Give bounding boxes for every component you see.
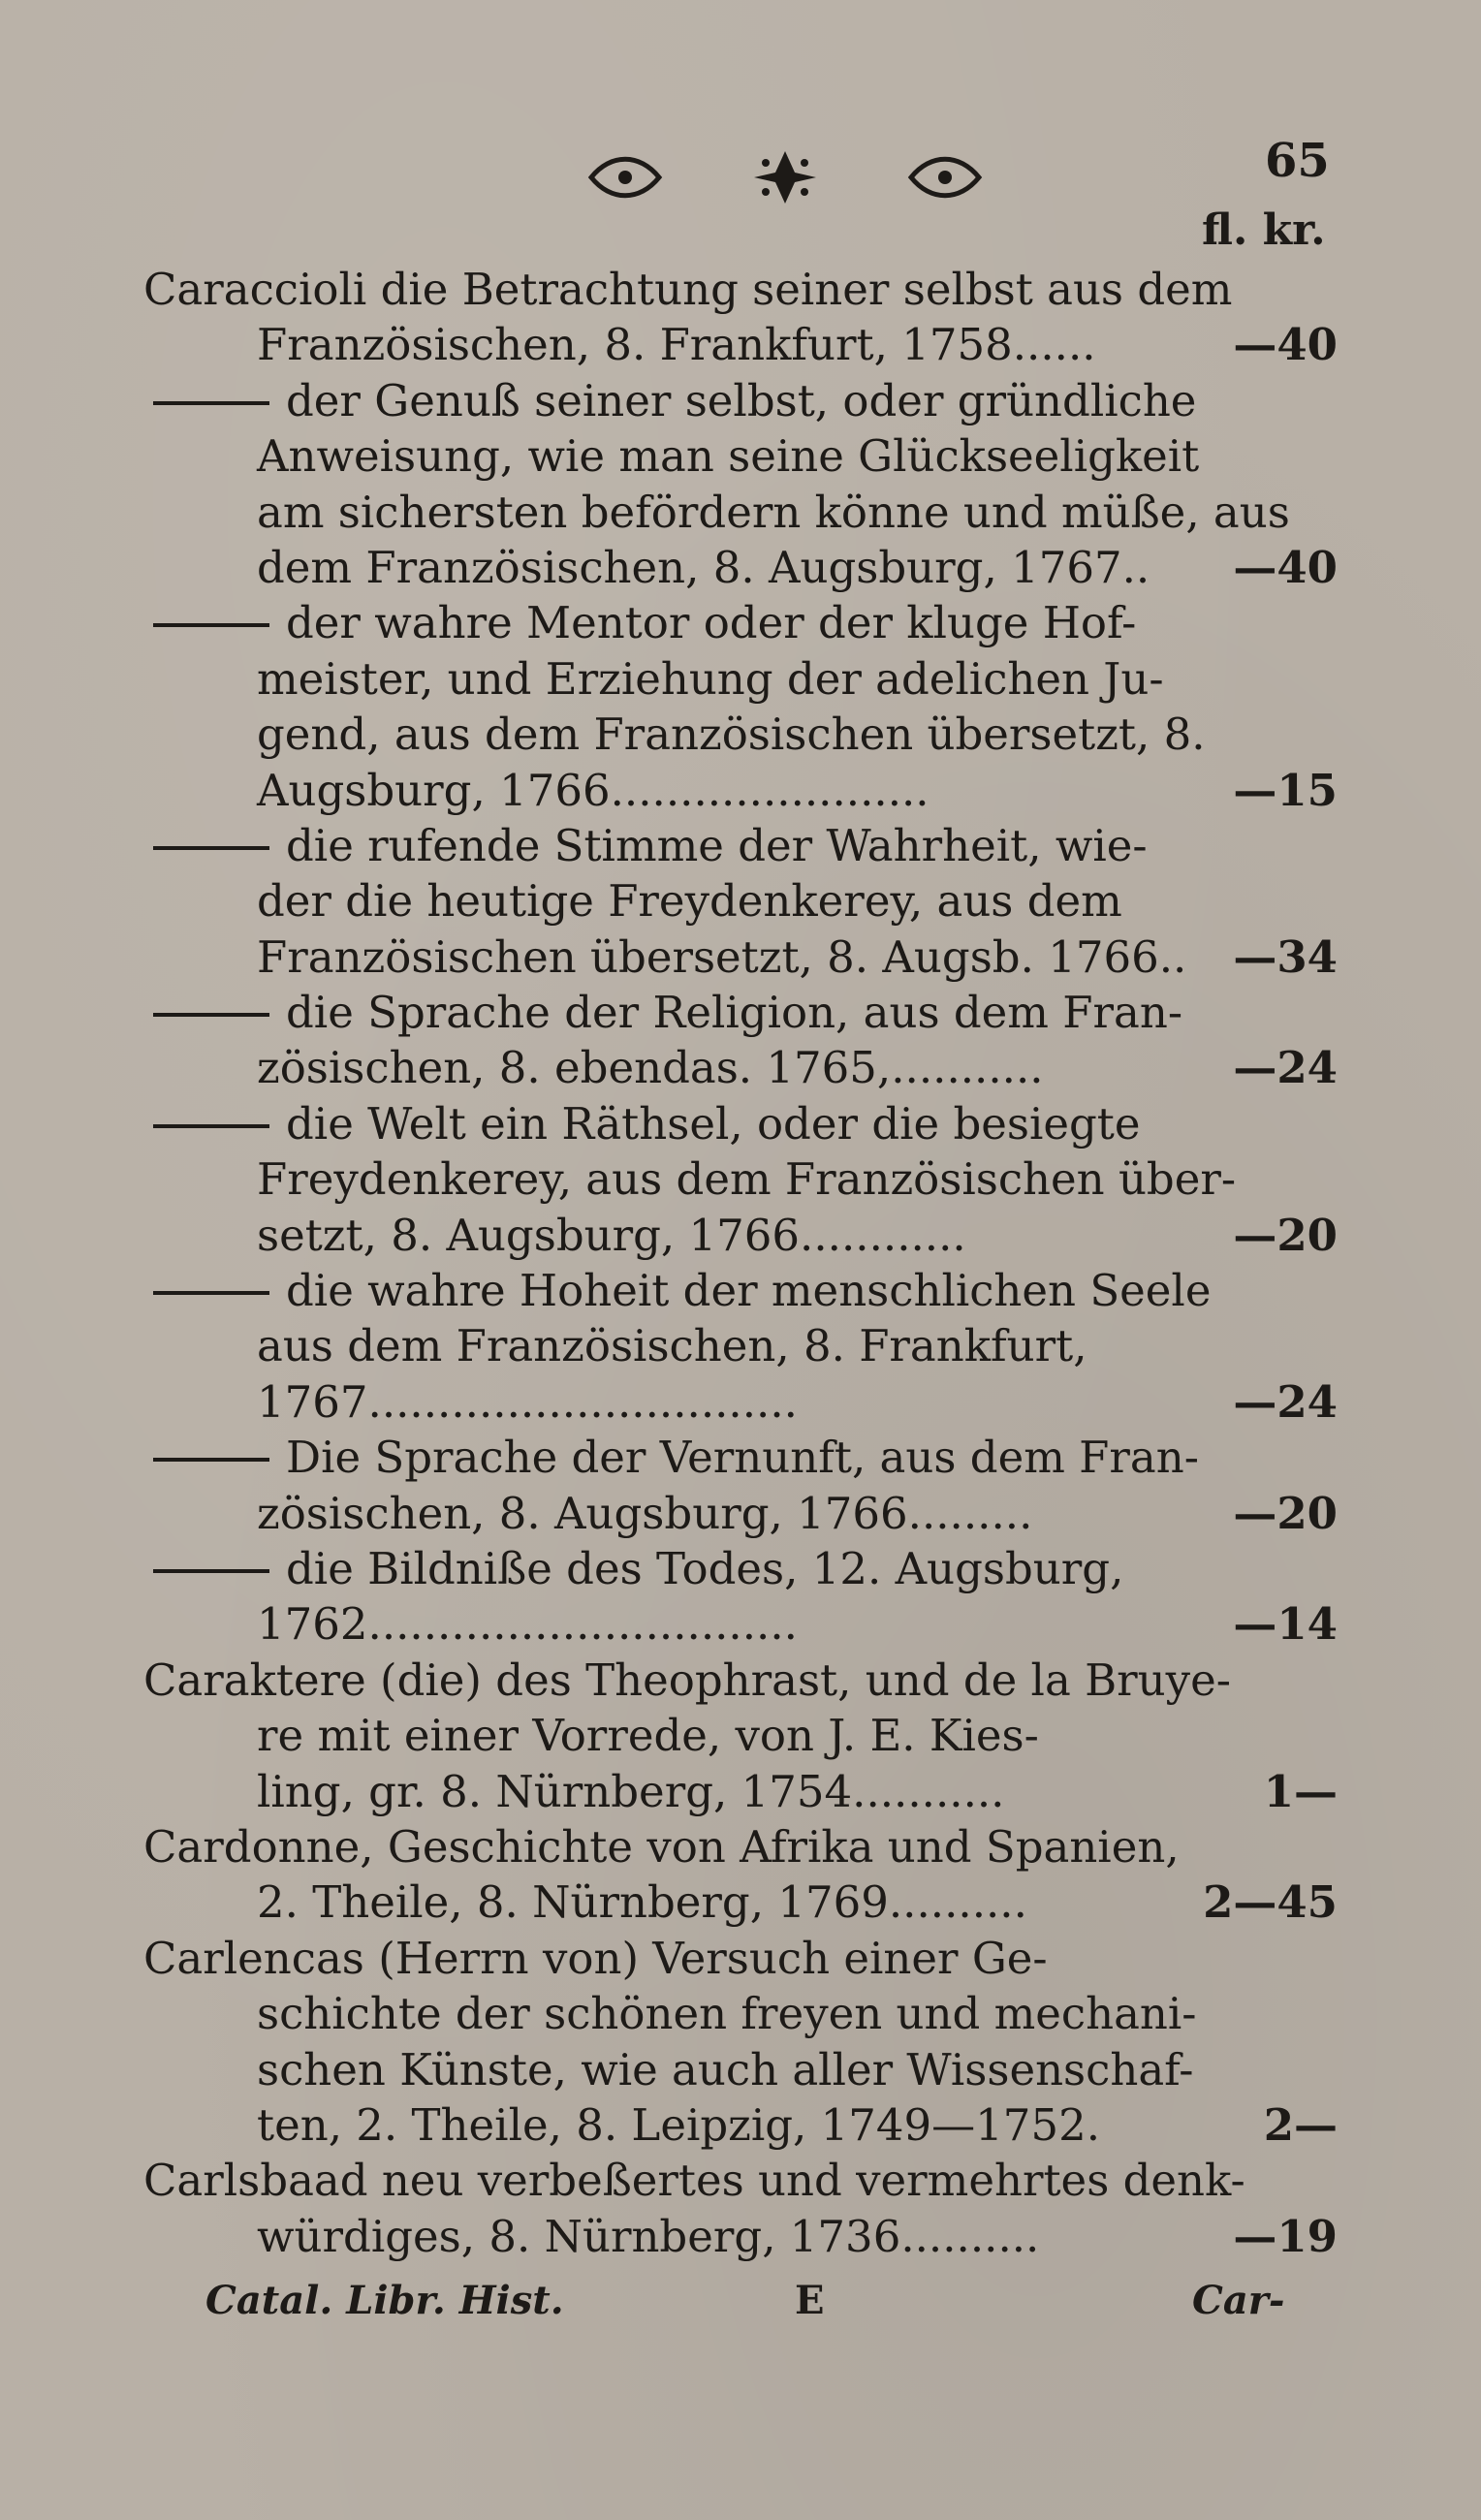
entry-text: zösischen, 8. Augsburg, 1766......... <box>257 1487 1033 1539</box>
entry-text: die Bildniße des Todes, 12. Augsburg, <box>286 1542 1124 1594</box>
catalog-line <box>0 1096 1481 1151</box>
entry-price: —24 <box>1233 1375 1338 1428</box>
catalog-line <box>0 2042 1481 2097</box>
entry-text: Cardonne, Geschichte von Afrika und Spanien, <box>143 1820 1180 1873</box>
entry-text: Anweisung, wie man seine Glückseeligkeit <box>257 430 1200 483</box>
entry-text: ten, 2. Theile, 8. Leipzig, 1749—1752. <box>257 2098 1101 2151</box>
entry-text: meister, und Erziehung der adelichen Ju- <box>257 652 1164 705</box>
entry-price: —20 <box>1233 1487 1338 1539</box>
catalog-entries <box>0 262 1481 2264</box>
entry-text: 1762............................... <box>257 1598 798 1651</box>
catalog-line <box>0 595 1481 650</box>
ditto-dash <box>153 1124 269 1128</box>
catalog-line <box>0 373 1481 428</box>
catalog-line <box>0 1874 1481 1930</box>
catalog-line <box>0 1430 1481 1485</box>
catalog-line <box>0 1318 1481 1373</box>
entry-text: Freydenkerey, aus dem Französischen über- <box>257 1153 1237 1206</box>
catalog-line <box>0 1541 1481 1596</box>
catalog-line <box>0 540 1481 595</box>
catalog-line <box>0 707 1481 762</box>
entry-text: die Welt ein Räthsel, oder die besiegte <box>286 1097 1141 1150</box>
entry-text: re mit einer Vorrede, von J. E. Kies- <box>257 1710 1039 1762</box>
entry-text: Carlsbaad neu verbeßertes und vermehrtes denk- <box>143 2155 1245 2207</box>
ditto-dash <box>153 1291 269 1295</box>
entry-text: der die heutige Freydenkerey, aus dem <box>257 875 1122 928</box>
entry-text: schen Künste, wie auch aller Wissenschaf- <box>257 2043 1194 2095</box>
catalog-line <box>0 818 1481 873</box>
signature-left: Catal. Libr. Hist. <box>205 2278 564 2323</box>
catalog-line <box>0 1374 1481 1430</box>
catchword: Car- <box>1192 2278 1285 2323</box>
ditto-dash <box>153 401 269 405</box>
catalog-line <box>0 1819 1481 1874</box>
catalog-line <box>0 428 1481 484</box>
entry-text: die wahre Hoheit der menschlichen Seele <box>286 1265 1212 1317</box>
entry-text: Französischen übersetzt, 8. Augsb. 1766.. <box>257 930 1187 983</box>
catalog-line <box>0 1151 1481 1207</box>
ditto-dash <box>153 1569 269 1573</box>
entry-text: 2. Theile, 8. Nürnberg, 1769.......... <box>257 1876 1027 1929</box>
entry-text: Caraccioli die Betrachtung seiner selbst aus dem <box>143 264 1233 315</box>
catalog-line <box>0 985 1481 1040</box>
catalog-line <box>0 1208 1481 1263</box>
entry-text: zösischen, 8. ebendas. 1765,........... <box>257 1042 1044 1094</box>
catalog-line <box>0 763 1481 818</box>
ditto-dash <box>153 623 269 627</box>
entry-text: der Genuß seiner selbst, oder gründliche <box>286 374 1197 426</box>
catalog-line <box>0 1263 1481 1318</box>
entry-price: —24 <box>1233 1042 1338 1094</box>
entry-text: dem Französischen, 8. Augsburg, 1767.. <box>257 541 1150 593</box>
catalog-line <box>0 929 1481 985</box>
entry-text: aus dem Französischen, 8. Frankfurt, <box>257 1320 1087 1372</box>
catalog-line <box>0 1931 1481 1986</box>
catalog-line <box>0 1764 1481 1819</box>
catalog-line <box>0 2153 1481 2208</box>
entry-price: —14 <box>1233 1598 1338 1651</box>
catalog-line <box>0 1596 1481 1652</box>
entry-price: —40 <box>1233 319 1338 371</box>
entry-text: ling, gr. 8. Nürnberg, 1754........... <box>257 1765 1005 1817</box>
entry-text: gend, aus dem Französischen übersetzt, 8. <box>257 709 1206 761</box>
entry-price: 2—45 <box>1203 1876 1338 1929</box>
catalog-line <box>0 651 1481 707</box>
entry-text: Französischen, 8. Frankfurt, 1758...... <box>257 319 1096 371</box>
catalog-line <box>0 2097 1481 2153</box>
catalog-line <box>0 485 1481 540</box>
entry-text: der wahre Mentor oder der kluge Hof- <box>286 597 1137 649</box>
entry-price: 1— <box>1263 1765 1338 1817</box>
entry-price: 2— <box>1263 2098 1338 2151</box>
entry-text: am sichersten befördern könne und müße, aus <box>257 486 1290 538</box>
entry-text: 1767............................... <box>257 1375 798 1428</box>
signature-mark: E <box>795 2278 825 2323</box>
catalog-line <box>0 1653 1481 1708</box>
entry-price: —40 <box>1233 541 1338 593</box>
catalog-line <box>0 317 1481 372</box>
catalog-line <box>0 873 1481 929</box>
entry-text: Augsburg, 1766....................... <box>257 764 930 816</box>
catalog-line <box>0 1986 1481 2041</box>
catalog-line <box>0 2209 1481 2264</box>
ditto-dash <box>153 1013 269 1017</box>
page-footer <box>0 2278 1481 2336</box>
entry-text: setzt, 8. Augsburg, 1766............ <box>257 1209 966 1261</box>
page-number: 65 <box>1265 134 1330 188</box>
ditto-dash <box>153 1458 269 1462</box>
currency-header: fl. kr. <box>1202 205 1326 255</box>
entry-price: —19 <box>1233 2210 1338 2262</box>
catalog-line <box>0 262 1481 317</box>
catalog-line <box>0 1040 1481 1095</box>
entry-price: —34 <box>1233 930 1338 983</box>
entry-text: die rufende Stimme der Wahrheit, wie- <box>286 819 1148 871</box>
entry-text: Carlencas (Herrn von) Versuch einer Ge- <box>143 1932 1048 1984</box>
catalog-line <box>0 1708 1481 1763</box>
entry-price: —15 <box>1233 764 1338 816</box>
entry-text: schichte der schönen freyen und mechani- <box>257 1988 1197 2040</box>
entry-price: —20 <box>1233 1209 1338 1261</box>
entry-text: würdiges, 8. Nürnberg, 1736.......... <box>257 2210 1040 2262</box>
entry-text: Caraktere (die) des Theophrast, und de la Bruye- <box>143 1654 1231 1706</box>
ditto-dash <box>153 846 269 850</box>
entry-text: die Sprache der Religion, aus dem Fran- <box>286 987 1183 1039</box>
entry-text: Die Sprache der Vernunft, aus dem Fran- <box>286 1432 1199 1484</box>
printer-ornament-icon <box>572 143 998 211</box>
catalog-line <box>0 1486 1481 1541</box>
